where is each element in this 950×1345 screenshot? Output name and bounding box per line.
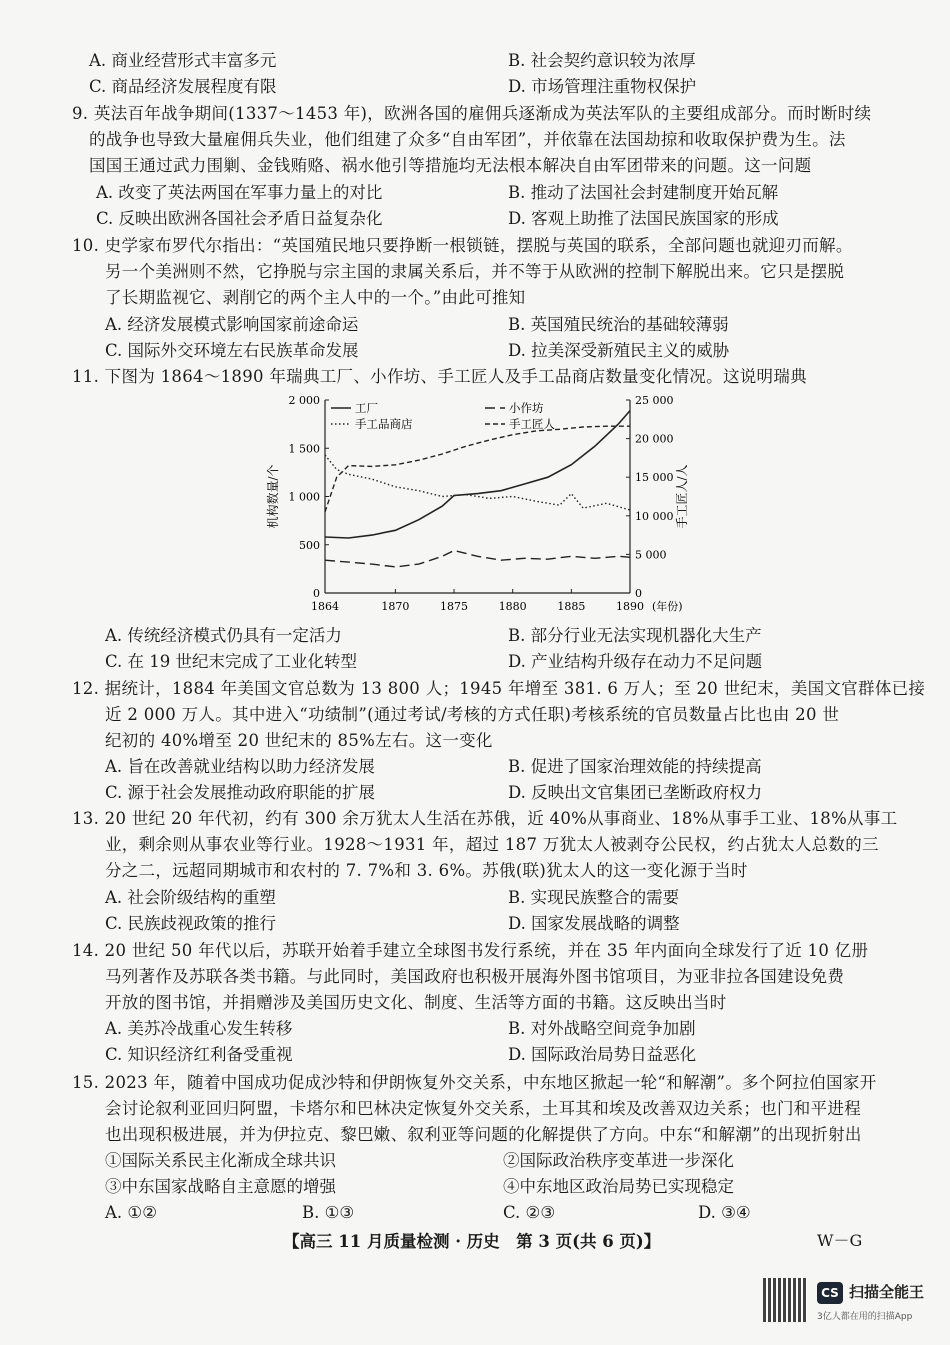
chart-legend — [331, 401, 555, 431]
right-axis-label: 手工匠人/人 — [675, 464, 689, 529]
q11-option-a[interactable]: A. 传统经济模式仍具有一定活力 — [105, 626, 342, 645]
q9-option-d[interactable]: D. 客观上助推了法国民族国家的形成 — [508, 209, 779, 228]
q14-option-b[interactable]: B. 对外战略空间竞争加剧 — [508, 1019, 696, 1038]
q15-statement-3: ③中东国家战略自主意愿的增强 — [105, 1177, 336, 1196]
q14-stem-line3: 开放的图书馆，并捐赠涉及美国历史文化、制度、生活等方面的书籍。这反映出当时 — [105, 993, 727, 1012]
left-tick-label: 0 — [313, 587, 320, 600]
right-tick-label: 25 000 — [635, 394, 674, 407]
q8-option-c[interactable]: C. 商品经济发展程度有限 — [89, 77, 277, 96]
x-tick-label: 1885 — [557, 600, 586, 613]
q11-option-b[interactable]: B. 部分行业无法实现机器化大生产 — [508, 626, 762, 645]
left-tick-label: 1 000 — [288, 490, 320, 504]
q14-option-a[interactable]: A. 美苏冷战重心发生转移 — [105, 1019, 293, 1038]
right-tick-label: 10 000 — [635, 509, 674, 523]
q8-option-a[interactable]: A. 商业经营形式丰富多元 — [89, 51, 277, 70]
q10-stem-line1: 10. 史学家布罗代尔指出：“英国殖民地只要挣断一根锁链，摆脱与英国的联系，全部问题也就迎刃而解。 — [72, 236, 853, 255]
q8-option-d[interactable]: D. 市场管理注重物权保护 — [508, 77, 697, 96]
chart-series — [325, 411, 630, 567]
q10-option-a[interactable]: A. 经济发展模式影响国家前途命运 — [105, 315, 359, 334]
q14-stem-line1: 14. 20 世纪 50 年代以后，苏联开始着手建立全球图书发行系统，并在 35 年内面向全球发行了近 10 亿册 — [72, 941, 869, 960]
q11-option-c[interactable]: C. 在 19 世纪末完成了工业化转型 — [105, 652, 358, 671]
q13-option-c[interactable]: C. 民族歧视政策的推行 — [105, 914, 277, 933]
scanner-watermark — [763, 1278, 933, 1328]
q15-statement-4: ④中东地区政治局势已实现稳定 — [503, 1177, 734, 1196]
left-tick-label: 2 000 — [288, 394, 320, 407]
chart-axes — [265, 394, 689, 613]
q13-stem-line3: 分之二，远超同期城市和农村的 7. 7%和 3. 6%。苏俄(联)犹太人的这一变化源于当时 — [105, 861, 748, 880]
q14-option-c[interactable]: C. 知识经济红利备受重视 — [105, 1045, 293, 1064]
q12-option-a[interactable]: A. 旨在改善就业结构以助力经济发展 — [105, 757, 375, 776]
q10-stem-line3: 了长期监视它、剥削它的两个主人中的一个。”由此可推知 — [105, 288, 526, 307]
q15-statement-2: ②国际政治秩序变革进一步深化 — [503, 1151, 734, 1170]
q12-stem-line3: 纪初的 40%增至 20 世纪末的 85%左右。这一变化 — [105, 731, 493, 750]
x-tick-label: 1864 — [311, 600, 339, 613]
q15-stem-line3: 也出现积极进展，并为伊拉克、黎巴嫩、叙利亚等问题的化解提供了方向。中东“和解潮”的出现折射出 — [105, 1125, 862, 1144]
scanner-tagline: 3亿人都在用的扫描App — [817, 1312, 913, 1322]
q9-option-c[interactable]: C. 反映出欧洲各国社会矛盾日益复杂化 — [96, 209, 383, 228]
right-tick-label: 0 — [635, 587, 642, 600]
q14-option-d[interactable]: D. 国际政治局势日益恶化 — [508, 1045, 697, 1064]
q15-option-b[interactable]: B. ①③ — [302, 1203, 355, 1222]
legend-label: 手工匠人 — [509, 417, 555, 431]
right-tick-label: 15 000 — [635, 471, 674, 485]
q9-option-a[interactable]: A. 改变了英法两国在军事力量上的对比 — [96, 183, 383, 202]
q15-statement-1: ①国际关系民主化渐成全球共识 — [105, 1151, 336, 1170]
legend-label: 小作坊 — [509, 401, 544, 415]
q9-stem-line3: 国国王通过武力围剿、金钱贿赂、祸水他引等措施均无法根本解决自由军团带来的问题。这一问题 — [89, 156, 812, 175]
q8-option-b[interactable]: B. 社会契约意识较为浓厚 — [508, 51, 696, 70]
left-axis-label: 机构数量/个 — [266, 464, 280, 529]
q15-stem-line2: 会讨论叙利亚回归阿盟，卡塔尔和巴林决定恢复外交关系，土耳其和埃及改善双边关系；也门和平进程 — [105, 1099, 861, 1118]
q15-option-a[interactable]: A. ①② — [105, 1203, 157, 1222]
x-axis-label: (年份) — [652, 600, 683, 613]
q9-stem-line2: 的战争也导致大量雇佣兵失业，他们组建了众多“自由军团”，并依靠在法国劫掠和收取保护费为生。法 — [89, 130, 846, 149]
q13-option-a[interactable]: A. 社会阶级结构的重塑 — [105, 888, 276, 907]
q12-stem-line2: 近 2 000 万人。其中进入“功绩制”(通过考试/考核的方式任职)考核系统的官员数量占比也由 20 世 — [105, 705, 840, 724]
left-tick-label: 1 500 — [288, 442, 320, 456]
right-tick-label: 20 000 — [635, 432, 674, 446]
x-tick-label: 1875 — [440, 600, 469, 613]
q14-stem-line2: 马列著作及苏联各类书籍。与此同时，美国政府也积极开展海外图书馆项目，为亚非拉各国建设免费 — [105, 967, 845, 986]
q13-option-b[interactable]: B. 实现民族整合的需要 — [508, 888, 680, 907]
right-tick-label: 5 000 — [635, 548, 667, 562]
q12-stem-line1: 12. 据统计，1884 年美国文官总数为 13 800 人；1945 年增至 381. 6 万人；至 20 世纪末，美国文官群体已接 — [72, 679, 926, 698]
left-tick-label: 500 — [299, 538, 320, 552]
scanner-app-name: 扫描全能王 — [849, 1283, 925, 1301]
q11-line-chart — [255, 388, 695, 633]
legend-label: 工厂 — [355, 401, 378, 415]
q13-stem-line2: 业，剩余则从事农业等行业。1928～1931 年，超过 187 万犹太人被剥夺公民权，约占犹太人总数的三 — [105, 835, 879, 854]
paper-code: W－G — [817, 1231, 863, 1250]
q12-option-b[interactable]: B. 促进了国家治理效能的持续提高 — [508, 757, 762, 776]
q13-stem-line1: 13. 20 世纪 20 年代初，约有 300 余万犹太人生活在苏俄，近 40%从事商业、18%从事手工业、18%从事工 — [72, 809, 898, 828]
q15-option-c[interactable]: C. ②③ — [503, 1203, 556, 1222]
q13-option-d[interactable]: D. 国家发展战略的调整 — [508, 914, 680, 933]
q11-stem-line1: 11. 下图为 1864～1890 年瑞典工厂、小作坊、手工匠人及手工品商店数量变化情况。这说明瑞典 — [72, 367, 807, 386]
q10-option-c[interactable]: C. 国际外交环境左右民族革命发展 — [105, 341, 359, 360]
q9-stem-line1: 9. 英法百年战争期间(1337～1453 年)，欧洲各国的雇佣兵逐渐成为英法军队的主要组成部分。而时断时续 — [72, 104, 872, 123]
series-line-手工品商店 — [325, 455, 630, 510]
q11-option-d[interactable]: D. 产业结构升级存在动力不足问题 — [508, 652, 763, 671]
page-footer: 【高三 11 月质量检测 · 历史 第 3 页(共 6 页)】 — [283, 1232, 661, 1251]
qr-code-icon — [763, 1278, 807, 1322]
q12-option-d[interactable]: D. 反映出文官集团已垄断政府权力 — [508, 783, 763, 802]
x-tick-label: 1870 — [381, 600, 410, 613]
legend-label: 手工品商店 — [355, 417, 413, 431]
q12-option-c[interactable]: C. 源于社会发展推动政府职能的扩展 — [105, 783, 376, 802]
q9-option-b[interactable]: B. 推动了法国社会封建制度开始瓦解 — [508, 183, 779, 202]
q10-option-d[interactable]: D. 拉美深受新殖民主义的威胁 — [508, 341, 730, 360]
series-line-小作坊 — [325, 551, 630, 567]
q15-stem-line1: 15. 2023 年，随着中国成功促成沙特和伊朗恢复外交关系，中东地区掀起一轮“和解潮”。多个阿拉伯国家开 — [72, 1073, 877, 1092]
q10-stem-line2: 另一个美洲则不然，它挣脱与宗主国的隶属关系后，并不等于从欧洲的控制下解脱出来。它只是摆脱 — [105, 262, 845, 281]
q10-option-b[interactable]: B. 英国殖民统治的基础较薄弱 — [508, 315, 729, 334]
series-line-手工匠人 — [325, 426, 630, 512]
camscanner-logo-icon: CS — [817, 1282, 843, 1304]
x-tick-label: 1890 — [616, 600, 644, 613]
x-tick-label: 1880 — [498, 600, 527, 613]
q15-option-d[interactable]: D. ③④ — [698, 1203, 751, 1222]
